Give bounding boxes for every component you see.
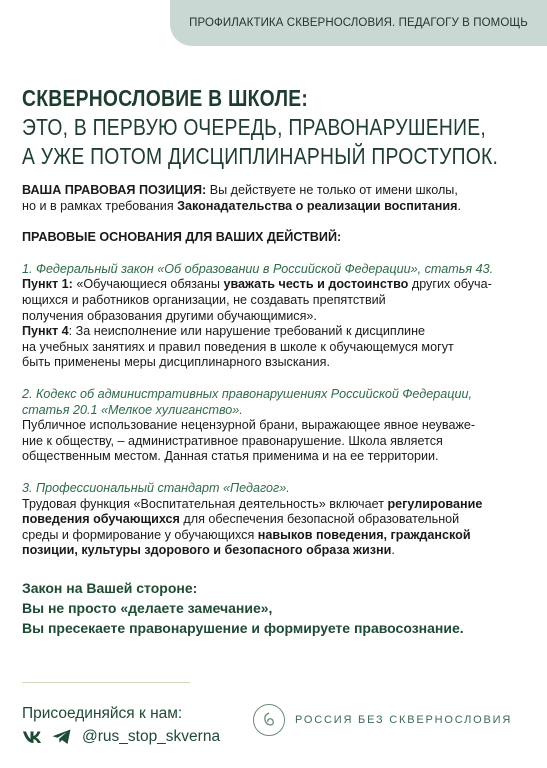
title-line-1: СКВЕРНОСЛОВИЕ В ШКОЛЕ:: [22, 85, 309, 111]
position-text-2: но и в рамках требования: [22, 198, 178, 213]
law1-p1-bold: уважать честь и достоинство: [223, 277, 409, 292]
telegram-icon[interactable]: [52, 729, 72, 745]
title-line-3: А УЖЕ ПОТОМ ДИСЦИПЛИНАРНЫЙ ПРОСТУПОК.: [22, 143, 499, 169]
law1-p1-label: Пункт 1:: [22, 277, 73, 292]
law1-p1-line2: ющихся и работников организации, не создавать препятствий: [22, 292, 386, 307]
law3-l2b: для обеспечения безопасной образовательной: [179, 512, 460, 527]
law3-line-2: [22, 512, 527, 528]
law3-line-1: [22, 497, 527, 513]
vk-icon[interactable]: [22, 730, 42, 744]
law3-l4a: позиции, культуры здорового и безопасного образа жизни: [22, 543, 392, 558]
law1-p4-label: Пункт 4: [22, 324, 69, 339]
header-tab-label: ПРОФИЛАКТИКА СКВЕРНОСЛОВИЯ. ПЕДАГОГУ В ПОМОЩЬ: [189, 17, 528, 29]
law3-title: 3. Профессиональный стандарт «Педагог».: [22, 480, 290, 495]
law3-l4b: .: [391, 543, 395, 558]
closing-statement: [22, 578, 527, 638]
law3-line-4: [22, 543, 527, 559]
closing-line-2: Вы не просто «делаете замечание»,: [22, 600, 273, 616]
basis-heading: [22, 230, 527, 246]
closing-line-3: Вы пресекаете правонарушение и формируете правосознание.: [22, 620, 464, 636]
position-bold: Законадательства о реализации воспитания: [177, 198, 458, 213]
social-handle[interactable]: @rus_stop_skverna: [82, 728, 221, 745]
title-line-2: ЭТО, В ПЕРВУЮ ОЧЕРЕДЬ, ПРАВОНАРУШЕНИЕ,: [22, 114, 487, 140]
law1-p1-line3: получения образования другими обучающимися».: [22, 308, 317, 323]
position-end: .: [457, 198, 461, 213]
law3-l1a: Трудовая функция «Воспитательная деятельность» включает: [22, 496, 388, 511]
position-text-1: Вы действуете не только от имени школы,: [206, 183, 458, 197]
law1-p4-line3: быть применены меры дисциплинарного взыскания.: [22, 355, 330, 370]
law1-p4-line1: [22, 324, 527, 340]
header-tab: [170, 0, 547, 46]
position-line-1: [22, 183, 527, 199]
join-label: Присоединяйся к нам:: [22, 705, 183, 722]
law2-line-3: общественным местом. Данная статья применима и на ее территории.: [22, 449, 439, 464]
page-title: [22, 84, 532, 171]
law2-title-1: 2. Кодекс об административных правонарушениях Российской Федерации,: [22, 386, 472, 401]
law1-p4-line2: на учебных занятиях и правил поведения в школе к обучающемуся могут: [22, 339, 454, 354]
brand-logo: [253, 704, 512, 736]
main-content: [22, 183, 527, 559]
footer-divider: [22, 682, 190, 683]
social-links: [22, 726, 220, 748]
position-label: ВАША ПРАВОВАЯ ПОЗИЦИЯ:: [22, 183, 207, 197]
law1-p1-line1: [22, 277, 527, 293]
law2-title-2: статья 20.1 «Мелкое хулиганство».: [22, 402, 243, 417]
law3-l3b: навыков поведения, гражданской: [257, 527, 471, 542]
closing-line-1: Закон на Вашей стороне:: [22, 580, 198, 596]
basis-heading-text: ПРАВОВЫЕ ОСНОВАНИЯ ДЛЯ ВАШИХ ДЕЙСТВИЙ:: [22, 230, 342, 245]
law1-title: 1. Федеральный закон «Об образовании в Российской Федерации», статья 43.: [22, 261, 494, 276]
law3-l1b: регулирование: [387, 496, 483, 511]
position-line-2: [22, 199, 527, 215]
law3-l2a: поведения обучающихся: [22, 512, 180, 527]
logo-emblem-icon: [253, 704, 285, 736]
law1-p1-a: «Обучающиеся обязаны: [72, 277, 224, 292]
law2-line-1: Публичное использование нецензурной брани, выражающее явное неуваже-: [22, 418, 476, 433]
law3-line-3: [22, 528, 527, 544]
law3-l3a: среды и формирование у обучающихся: [22, 527, 258, 542]
law1-p4-a: : За неисполнение или нарушение требований к дисциплине: [68, 324, 426, 339]
logo-text: РОССИЯ БЕЗ СКВЕРНОСЛОВИЯ: [295, 714, 513, 726]
law2-line-2: ние к обществу, – административное правонарушение. Школа является: [22, 433, 443, 448]
law1-p1-b: других обуча-: [408, 277, 492, 292]
